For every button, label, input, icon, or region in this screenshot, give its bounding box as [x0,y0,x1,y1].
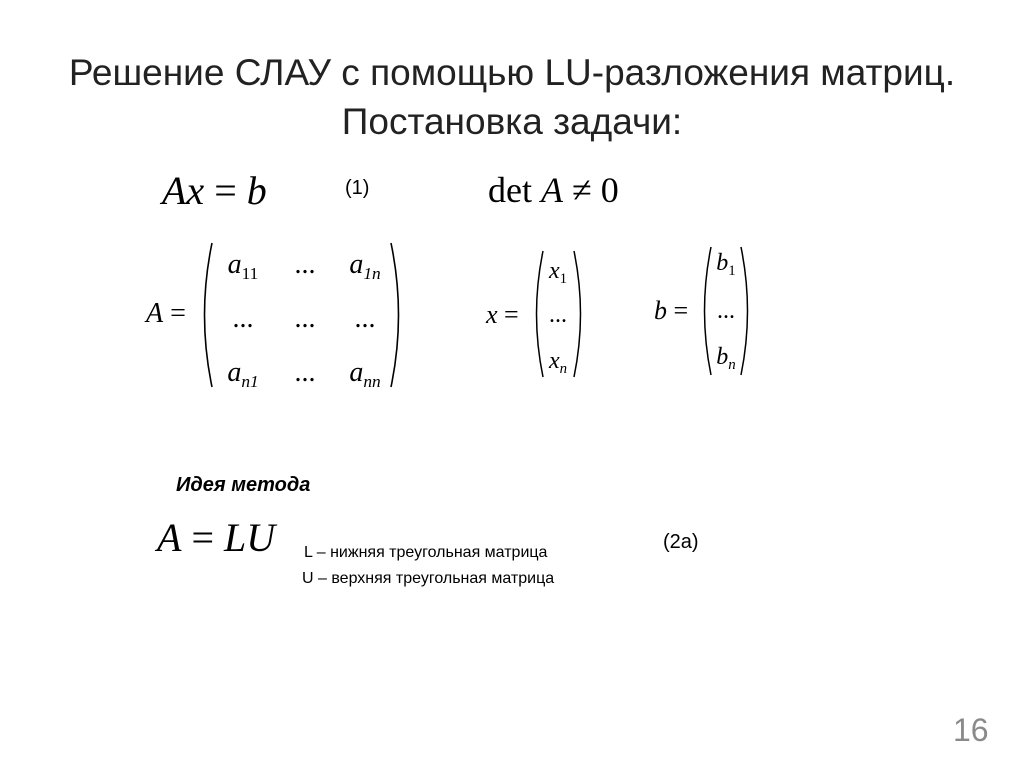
vector-x-label: x = [486,300,519,329]
vector-x-cell-3: $x_n$ [548,348,568,378]
matrix-a-cell-1-3: $a_{1n}$ [349,249,381,284]
equation-1-equals: = [214,168,237,213]
equation-1 [162,168,267,214]
equation-1-rhs: b [246,168,267,213]
vector-x-cell-1: $x_1$ [548,258,568,288]
equation-2a-lhs: A [157,515,182,560]
vector-x-cell-2: ... [549,302,567,328]
det-function: det [488,170,532,210]
vector-b-label: b = [654,296,689,325]
title-line-2: Постановка задачи: [341,101,683,142]
matrix-a-left-paren [195,240,215,390]
equation-2a-rhs: LU [224,515,276,560]
matrix-a-cell-2-1: ... [232,303,254,334]
matrix-a-cell-1-1: $a_{11}$ [227,249,259,284]
equation-2a-label: (2а) [663,531,699,553]
matrix-a-cell-3-1: $a_{n1}$ [227,357,259,392]
matrix-a-cell-3-2: ... [294,357,316,388]
det-neq: ≠ [571,170,592,210]
u-matrix-note: U – верхняя треугольная матрица [302,570,555,587]
vector-b-cell-2: ... [717,298,735,324]
equation-2a [157,515,275,561]
slide-title [0,48,1024,146]
l-matrix-note: L – нижняя треугольная матрица [304,544,548,561]
matrix-a-cell-2-3: ... [354,303,376,334]
vector-b-cell-3: $b_n$ [716,344,736,374]
det-variable: A [540,170,563,210]
det-value: 0 [600,170,619,210]
idea-heading: Идея метода [176,474,311,496]
matrix-a-cell-2-2: ... [294,303,316,334]
determinant-condition [488,168,619,212]
equation-1-lhs: Ax [162,168,205,213]
matrix-a-cell-1-2: ... [294,249,316,280]
equation-2a-equals: = [191,515,214,560]
matrix-a-cell-3-3: $a_{nn}$ [349,357,381,392]
equation-1-label: (1) [345,177,370,199]
title-line-1: Решение СЛАУ с помощью LU-разложения матриц. [68,52,956,93]
vector-b-cell-1: $b_1$ [716,250,736,280]
page-number: 16 [953,712,989,748]
matrix-a-label: A = [146,298,186,329]
